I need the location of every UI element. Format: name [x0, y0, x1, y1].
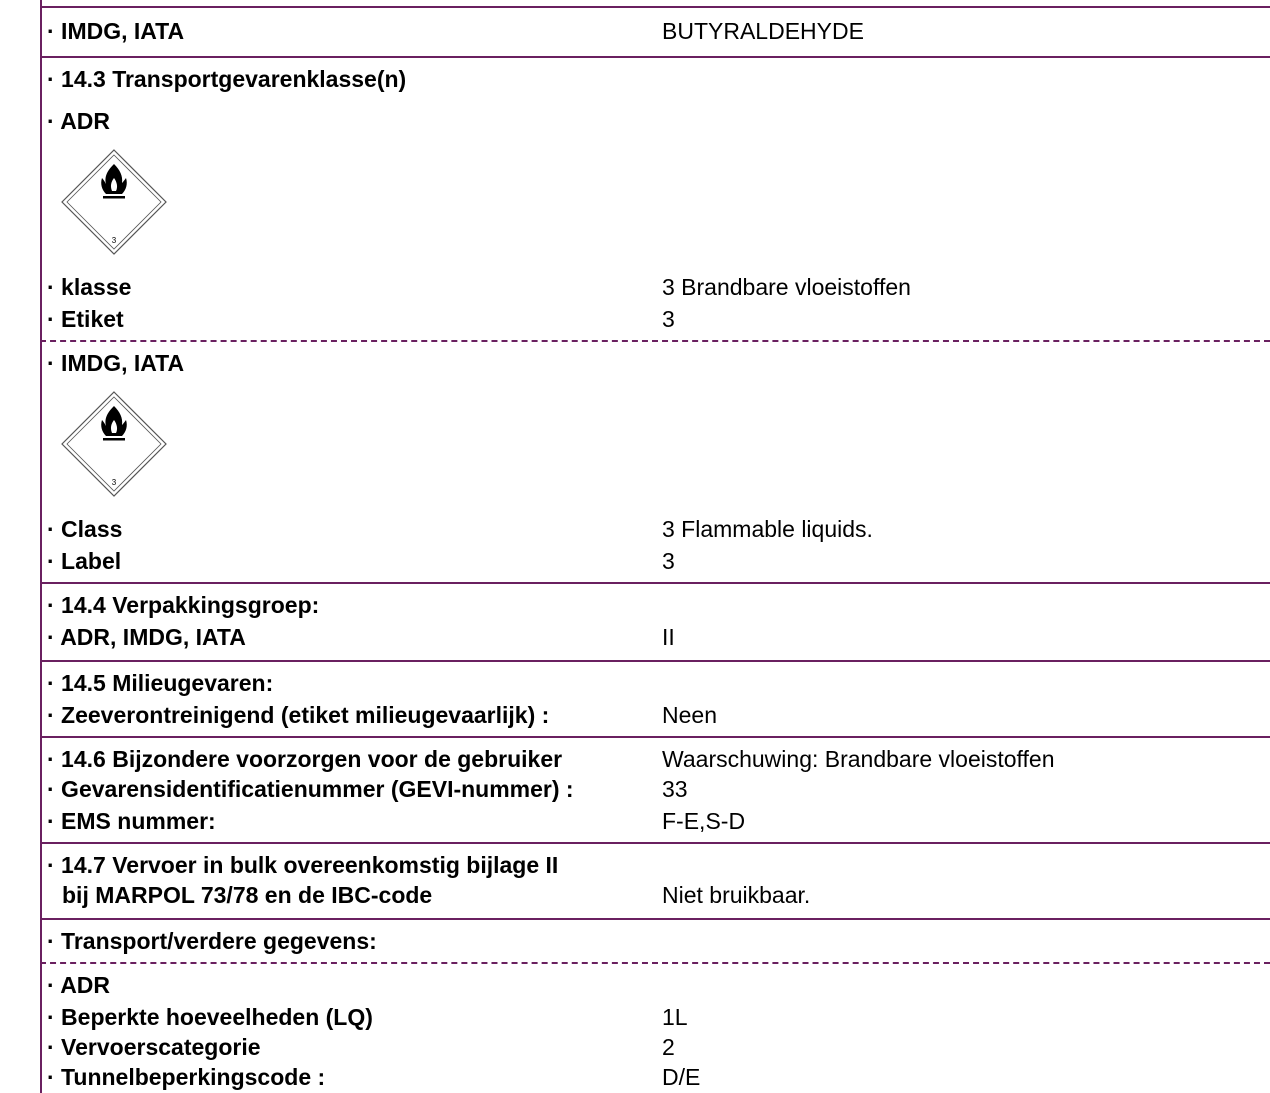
imdg-class-label: · Class — [47, 516, 123, 542]
divider — [40, 736, 1270, 738]
divider — [40, 582, 1270, 584]
imdg-class-value: 3 Flammable liquids. — [662, 516, 873, 542]
gevi-label: · Gevarensidentificatienummer (GEVI-nummer) : — [47, 776, 574, 802]
placard-number: 3 — [111, 236, 117, 245]
adr-heading: · ADR — [47, 108, 111, 134]
imdg-iata-name-value: BUTYRALDEHYDE — [662, 18, 864, 44]
packing-group-label: · ADR, IMDG, IATA — [47, 624, 246, 650]
imdg-iata-heading: · IMDG, IATA — [47, 350, 185, 376]
section-14-6-heading: · 14.6 Bijzondere voorzorgen voor de gebruiker — [47, 746, 563, 772]
section-14-3-heading: · 14.3 Transportgevarenklasse(n) — [47, 66, 407, 92]
divider — [40, 6, 1270, 8]
section-14-5-heading: · 14.5 Milieugevaren: — [47, 670, 274, 696]
ems-value: F-E,S-D — [662, 808, 746, 834]
transport-category-value: 2 — [662, 1034, 675, 1060]
marine-pollutant-value: Neen — [662, 702, 717, 728]
dashed-divider — [40, 962, 1270, 964]
marine-pollutant-label: · Zeeverontreinigend (etiket milieugevaarlijk) : — [47, 702, 550, 728]
dashed-divider — [40, 340, 1270, 342]
imdg-label-label: · Label — [47, 548, 122, 574]
flammable-liquid-placard — [60, 148, 168, 256]
section-14-7-heading-continued: bij MARPOL 73/78 en de IBC-code — [62, 882, 433, 908]
section-14-4-heading: · 14.4 Verpakkingsgroep: — [47, 592, 320, 618]
divider — [40, 56, 1270, 58]
divider — [40, 918, 1270, 920]
gevi-value: 33 — [662, 776, 688, 802]
left-border — [40, 0, 42, 1093]
limited-quantity-label: · Beperkte hoeveelheden (LQ) — [47, 1004, 373, 1030]
placard-number: 3 — [111, 478, 117, 487]
transport-heading: · Transport/verdere gegevens: — [47, 928, 377, 954]
section-14-7-value: Niet bruikbaar. — [662, 882, 811, 908]
imdg-label-value: 3 — [662, 548, 675, 574]
transport-adr-heading: · ADR — [47, 972, 111, 998]
section-14-6-warning: Waarschuwing: Brandbare vloeistoffen — [662, 746, 1055, 772]
transport-category-label: · Vervoerscategorie — [47, 1034, 261, 1060]
divider — [40, 660, 1270, 662]
packing-group-value: II — [662, 624, 675, 650]
tunnel-code-label: · Tunnelbeperkingscode : — [47, 1064, 326, 1090]
tunnel-code-value: D/E — [662, 1064, 701, 1090]
imdg-iata-name-label: · IMDG, IATA — [47, 18, 185, 44]
flammable-liquid-placard — [60, 390, 168, 498]
section-14-7-heading: · 14.7 Vervoer in bulk overeenkomstig bijlage II — [47, 852, 559, 878]
adr-klasse-value: 3 Brandbare vloeistoffen — [662, 274, 911, 300]
adr-etiket-label: · Etiket — [47, 306, 124, 332]
adr-klasse-label: · klasse — [47, 274, 132, 300]
divider — [40, 842, 1270, 844]
ems-label: · EMS nummer: — [47, 808, 216, 834]
adr-etiket-value: 3 — [662, 306, 675, 332]
limited-quantity-value: 1L — [662, 1004, 688, 1030]
